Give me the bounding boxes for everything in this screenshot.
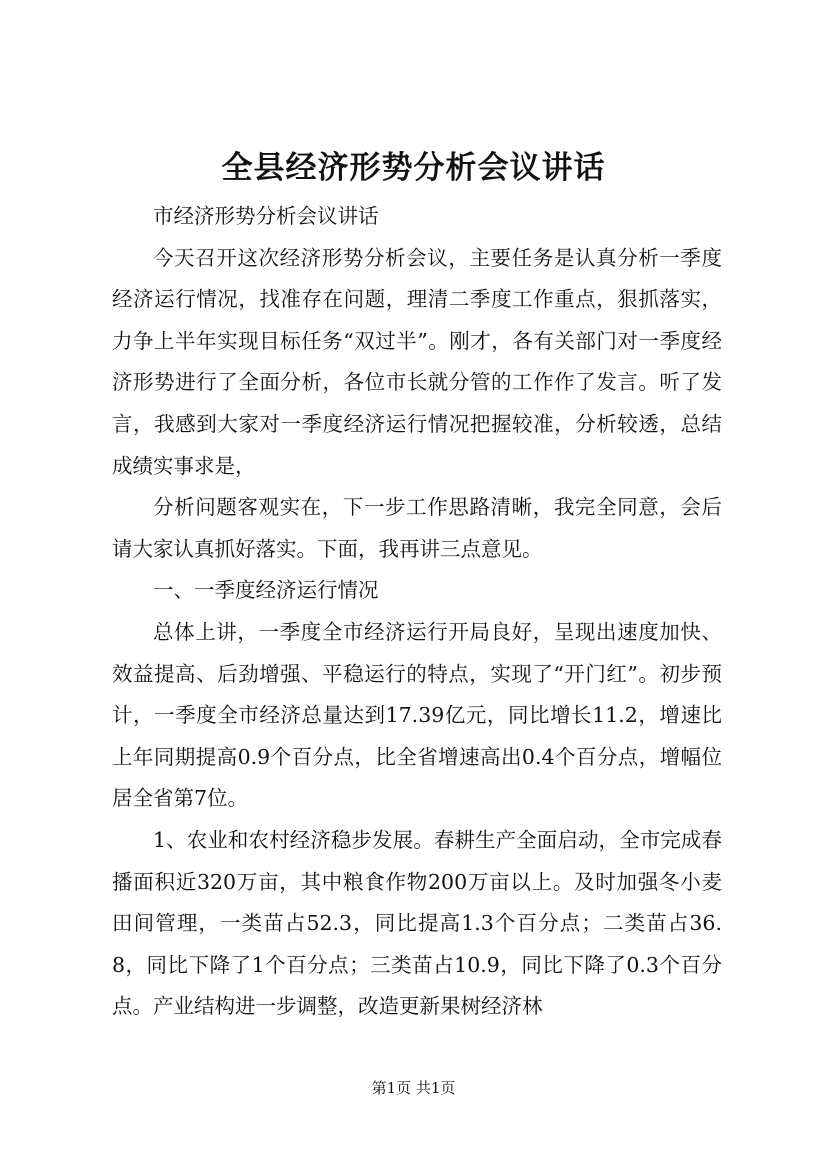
document-title: 全县经济形势分析会议讲话: [221, 150, 606, 186]
paragraph-overview: 总体上讲，一季度全市经济运行开局良好，呈现出速度加快、效益提高、后劲增强、平稳运行的特点，实现了“开门红”。初步预计，一季度全市经济总量达到17.39亿元，同比增长11.2，增速比上年同期提高0.9个百分点，比全省增速高出0.4个百分点，增幅位居全省第7位。: [112, 619, 722, 811]
paragraph-subtitle: 市经济形势分析会议讲话: [153, 204, 379, 228]
paragraph-agreement: 分析问题客观实在，下一步工作思路清晰，我完全同意，会后请大家认真抓好落实。下面，我再讲三点意见。: [112, 495, 722, 561]
document-body: [112, 196, 722, 1028]
paragraph-agriculture: 1、农业和农村经济稳步发展。春耕生产全面启动，全市完成春播面积近320万亩，其中粮食作物200万亩以上。及时加强冬小麦田间管理，一类苗占52.3，同比提高1.3个百分点；二类苗占36.8，同比下降了1个百分点；三类苗占10.9，同比下降了0.3个百分点。产业结构进一步调整，改造更新果树经济林: [112, 827, 722, 1019]
page-footer: 第1页 共1页: [371, 1079, 456, 1097]
paragraph-intro: 今天召开这次经济形势分析会议，主要任务是认真分析一季度经济运行情况，找准存在问题，理清二季度工作重点，狠抓落实，力争上半年实现目标任务“双过半”。刚才，各有关部门对一季度经济形势进行了全面分析，各位市长就分管的工作作了发言。听了发言，我感到大家对一季度经济运行情况把握较准，分析较透，总结成绩实事求是，: [112, 245, 722, 478]
section-heading-q1: 一、一季度经济运行情况: [153, 578, 379, 603]
